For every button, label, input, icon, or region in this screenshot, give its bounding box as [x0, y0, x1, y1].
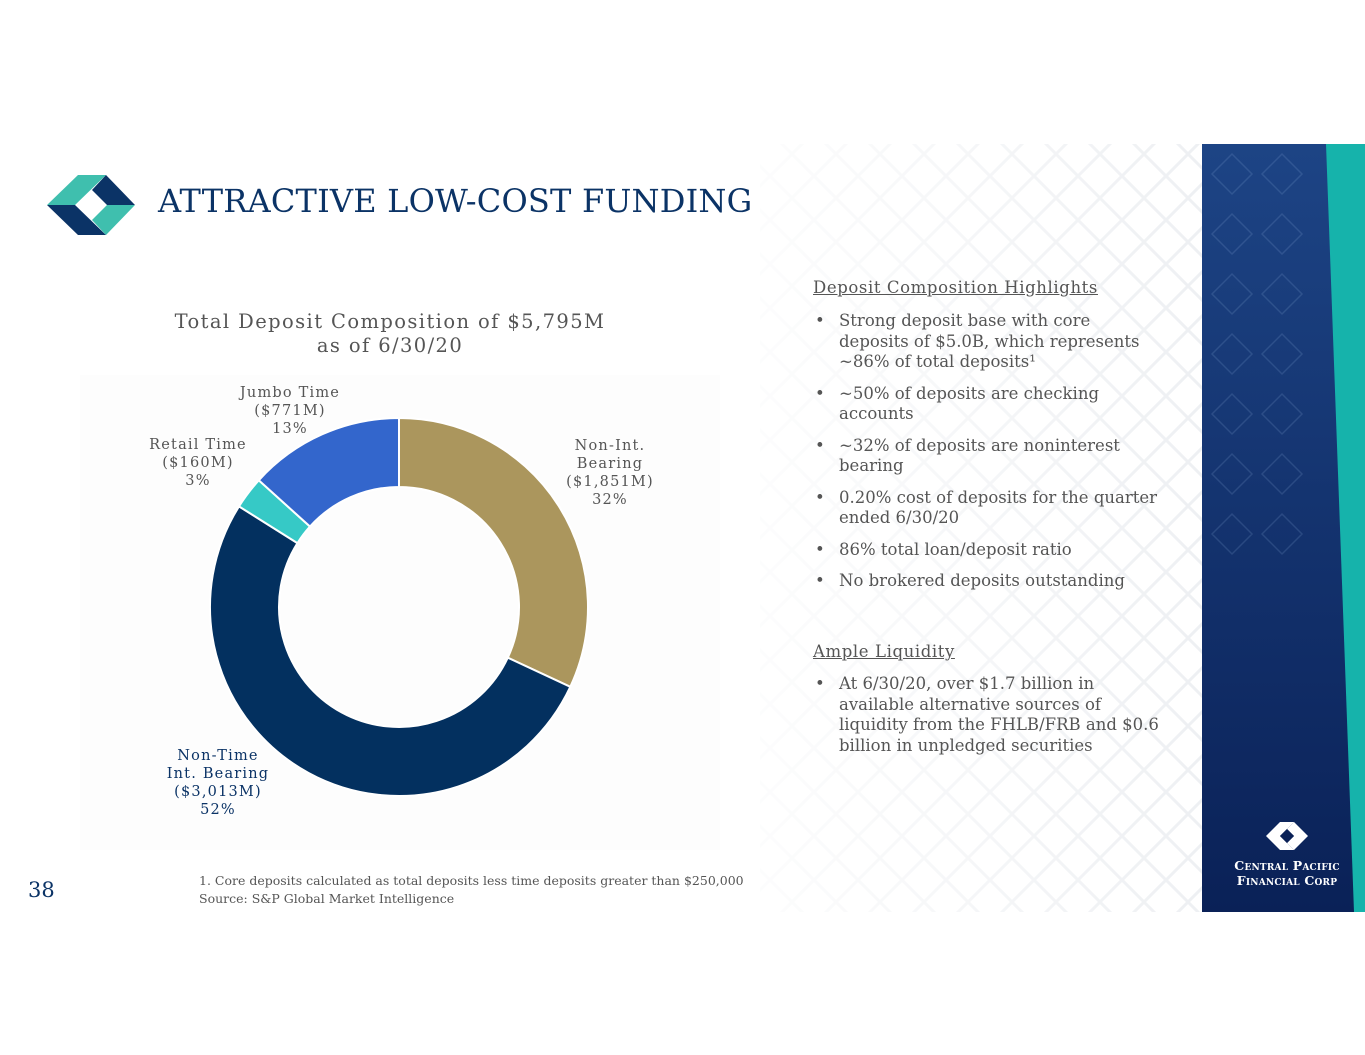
- brand-name-line1: Central Pacific: [1234, 858, 1340, 873]
- liquidity-section: [813, 674, 1163, 767]
- slice-label-jumbo-time: Jumbo Time ($771M) 13%: [239, 385, 341, 437]
- brand-logo: [1222, 820, 1352, 888]
- list-item: • No brokered deposits outstanding: [813, 571, 1163, 592]
- chart-title: [150, 310, 630, 358]
- list-item: • ~32% of deposits are noninterest bearing: [813, 436, 1163, 477]
- highlights-section: [813, 311, 1163, 603]
- donut-chart-area: [80, 375, 720, 850]
- list-item: • 86% total loan/deposit ratio: [813, 540, 1163, 561]
- list-item: • Strong deposit base with core deposits of $5.0B, which represents ~86% of total deposits¹: [813, 311, 1163, 373]
- list-item: • 0.20% cost of deposits for the quarter ended 6/30/20: [813, 488, 1163, 529]
- slice-label-non-int-bearing: Non-Int. Bearing ($1,851M) 32%: [566, 438, 654, 508]
- brand-name-line2: Financial Corp: [1236, 873, 1338, 888]
- footnote-source: Source: S&P Global Market Intelligence: [199, 891, 455, 906]
- list-item: • ~50% of deposits are checking accounts: [813, 384, 1163, 425]
- page-number: 38: [28, 878, 55, 902]
- highlights-list: [813, 311, 1163, 592]
- chart-title-line1: Total Deposit Composition of $5,795M: [174, 310, 606, 333]
- slice-label-non-time-int-bearing: Non-Time Int. Bearing ($3,013M) 52%: [166, 748, 270, 818]
- slide-title: ATTRACTIVE LOW-COST FUNDING: [158, 182, 753, 220]
- footnote-core-deposits: 1. Core deposits calculated as total deposits less time deposits greater than $250,000: [199, 873, 744, 888]
- liquidity-heading: Ample Liquidity: [813, 642, 955, 661]
- brand-panel: [1202, 144, 1365, 912]
- slice-label-retail-time: Retail Time ($160M) 3%: [149, 437, 247, 489]
- company-logo-icon: [44, 172, 138, 238]
- liquidity-list: [813, 674, 1163, 756]
- highlights-heading: Deposit Composition Highlights: [813, 278, 1098, 297]
- chart-title-line2: as of 6/30/20: [316, 334, 464, 357]
- brand-logo-icon: [1264, 820, 1310, 852]
- list-item: • At 6/30/20, over $1.7 billion in available alternative sources of liquidity from the FHLB/FRB and $0.6 billion in unpledged securities: [813, 674, 1163, 756]
